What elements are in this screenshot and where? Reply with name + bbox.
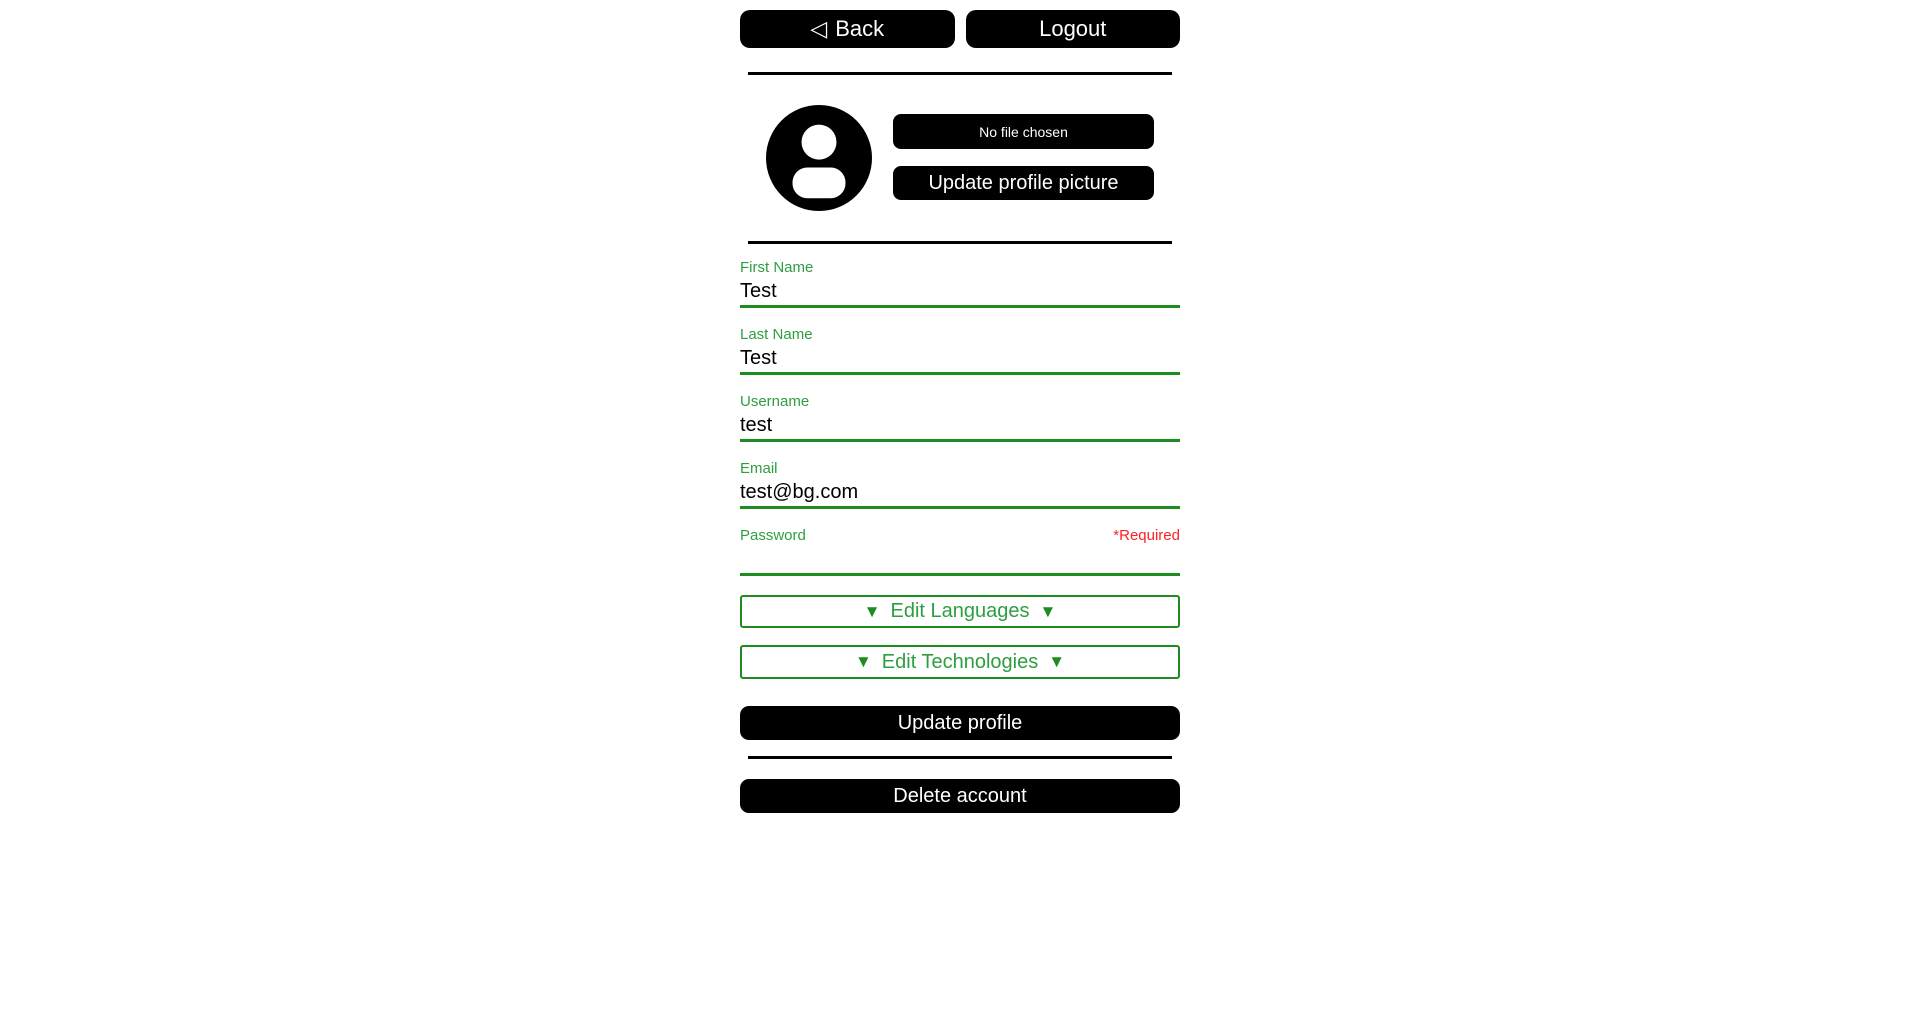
first-name-field: [740, 259, 1180, 308]
delete-account-button[interactable]: [740, 779, 1180, 813]
required-note: *Required: [1113, 527, 1180, 544]
profile-picture-section: [740, 105, 1180, 211]
last-name-field: [740, 326, 1180, 375]
choose-file-button[interactable]: [893, 114, 1154, 149]
email-label: Email: [740, 460, 778, 477]
chevron-down-icon: ▼: [863, 601, 881, 621]
last-name-label: Last Name: [740, 326, 813, 343]
chevron-down-icon: ▼: [854, 652, 872, 671]
delete-account-label: Delete account: [893, 784, 1027, 807]
picture-actions: [893, 114, 1154, 200]
password-label: Password: [740, 527, 806, 544]
first-name-label: First Name: [740, 259, 814, 276]
edit-technologies-label: Edit Technologies: [881, 650, 1039, 673]
divider: [748, 756, 1172, 759]
username-label: Username: [740, 393, 810, 410]
person-icon: [766, 105, 872, 211]
password-field: [740, 527, 1180, 576]
last-name-input[interactable]: [740, 344, 1180, 375]
edit-languages-button[interactable]: [740, 595, 1180, 628]
password-label-row: [740, 527, 1180, 545]
first-name-input[interactable]: [740, 277, 1180, 308]
password-input[interactable]: [740, 545, 1180, 576]
chevron-down-icon: ▼: [1048, 652, 1066, 671]
username-input[interactable]: [740, 411, 1180, 442]
email-input[interactable]: [740, 478, 1180, 509]
back-button[interactable]: [740, 10, 955, 48]
avatar: [766, 105, 872, 211]
file-input-text: No file chosen: [979, 123, 1068, 140]
email-field: [740, 460, 1180, 509]
update-profile-label: Update profile: [897, 711, 1023, 734]
logout-button[interactable]: [966, 10, 1181, 48]
divider: [748, 241, 1172, 244]
edit-technologies-button[interactable]: [740, 645, 1180, 679]
divider: [748, 72, 1172, 75]
update-profile-picture-button[interactable]: [893, 166, 1154, 200]
top-button-row: [740, 10, 1180, 48]
update-profile-picture-label: Update profile picture: [928, 171, 1119, 194]
back-icon: ◁: [810, 16, 828, 41]
logout-button-label: Logout: [1039, 16, 1107, 41]
back-button-label: Back: [835, 16, 885, 41]
username-field: [740, 393, 1180, 442]
edit-languages-label: Edit Languages: [890, 600, 1030, 622]
chevron-down-icon: ▼: [1039, 601, 1057, 621]
profile-page: [740, 0, 1180, 813]
update-profile-button[interactable]: [740, 706, 1180, 740]
